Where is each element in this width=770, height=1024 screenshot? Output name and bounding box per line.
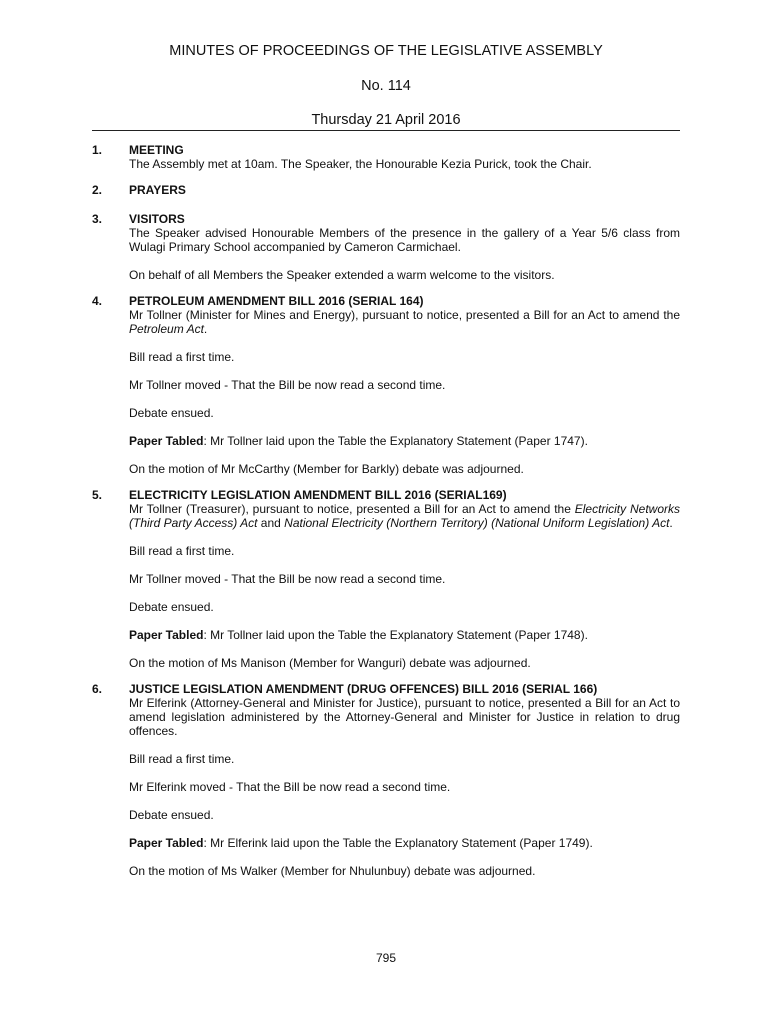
first-reading: Bill read a first time. <box>129 752 235 766</box>
second-reading: Mr Elferink moved - That the Bill be now read a second time. <box>129 780 451 794</box>
first-reading: Bill read a first time. <box>129 350 235 364</box>
paper-tabled <box>129 628 680 642</box>
intro-end: . <box>203 322 208 336</box>
document-title: MINUTES OF PROCEEDINGS OF THE LEGISLATIVE ASSEMBLY <box>169 43 603 59</box>
minutes-item-petroleum-bill <box>92 294 680 476</box>
bill-introduction: Mr Elferink (Attorney-General and Minister for Justice), pursuant to notice, presented a Bill for an Act to amend legislation administered by the Attorney-General and Minister for Justice in relation to drug offences. <box>129 696 680 738</box>
debate-adjourned: On the motion of Ms Manison (Member for Wanguri) debate was adjourned. <box>129 656 531 670</box>
first-reading: Bill read a first time. <box>129 544 235 558</box>
item-heading: JUSTICE LEGISLATION AMENDMENT (DRUG OFFENCES) BILL 2016 (SERIAL 166) <box>129 682 598 696</box>
item-heading: ELECTRICITY LEGISLATION AMENDMENT BILL 2016 (SERIAL169) <box>129 488 507 502</box>
second-reading: Mr Tollner moved - That the Bill be now read a second time. <box>129 572 446 586</box>
item-number: 1. <box>92 143 103 157</box>
item-number: 4. <box>92 294 103 308</box>
item-heading: VISITORS <box>129 212 185 226</box>
debate-note: Debate ensued. <box>129 406 214 420</box>
item-number: 2. <box>92 183 103 197</box>
debate-adjourned: On the motion of Ms Walker (Member for Nhulunbuy) debate was adjourned. <box>129 864 536 878</box>
item-number: 5. <box>92 488 103 502</box>
item-paragraph: The Assembly met at 10am. The Speaker, the Honourable Kezia Purick, took the Chair. <box>129 157 592 171</box>
intro-text: Mr Tollner (Treasurer), pursuant to notice, presented a Bill for an Act to amend the <box>129 502 575 516</box>
second-reading: Mr Tollner moved - That the Bill be now read a second time. <box>129 378 446 392</box>
item-paragraph: The Speaker advised Honourable Members of the presence in the gallery of a Year 5/6 class from Wulagi Primary School accompanied by Cameron Carmichael. <box>129 226 680 254</box>
intro-end: . <box>669 516 673 530</box>
minutes-item-meeting <box>92 143 680 171</box>
intro-and: and <box>257 516 285 530</box>
paper-tabled-label: Paper Tabled <box>129 628 204 642</box>
item-paragraph: On behalf of all Members the Speaker extended a warm welcome to the visitors. <box>129 268 555 282</box>
document-date: Thursday 21 April 2016 <box>311 112 461 128</box>
intro-text: Mr Tollner (Minister for Mines and Energy), pursuant to notice, presented a Bill for an Act to amend the <box>129 308 680 322</box>
debate-note: Debate ensued. <box>129 600 214 614</box>
item-heading: MEETING <box>129 143 184 157</box>
paper-tabled-label: Paper Tabled <box>129 434 204 448</box>
bill-introduction <box>129 308 680 336</box>
debate-note: Debate ensued. <box>129 808 214 822</box>
minutes-item-electricity-bill <box>92 488 680 670</box>
minutes-item-prayers <box>92 183 680 197</box>
paper-tabled-label: Paper Tabled <box>129 836 204 850</box>
paper-tabled-text: : Mr Tollner laid upon the Table the Explanatory Statement (Paper 1748). <box>203 628 588 642</box>
paper-tabled-text: : Mr Elferink laid upon the Table the Explanatory Statement (Paper 1749). <box>203 836 593 850</box>
paper-tabled <box>129 836 680 850</box>
item-heading: PETROLEUM AMENDMENT BILL 2016 (SERIAL 164) <box>129 294 424 308</box>
paper-tabled-text: : Mr Tollner laid upon the Table the Explanatory Statement (Paper 1747). <box>203 434 588 448</box>
minutes-items <box>92 143 680 890</box>
item-heading: PRAYERS <box>129 183 186 197</box>
item-number: 3. <box>92 212 103 226</box>
minutes-item-visitors <box>92 212 680 282</box>
item-number: 6. <box>92 682 103 696</box>
act-name: National Electricity (Northern Territory) (National Uniform Legislation) Act <box>284 516 670 530</box>
debate-adjourned: On the motion of Mr McCarthy (Member for Barkly) debate was adjourned. <box>129 462 524 476</box>
minutes-item-justice-bill <box>92 682 680 878</box>
bill-introduction <box>129 502 680 530</box>
paper-tabled <box>129 434 680 448</box>
act-name: Electricity Networks (Third Party Access) Act <box>129 502 680 530</box>
header-divider <box>92 130 680 131</box>
act-name: Petroleum Act <box>129 322 204 336</box>
document-number: No. 114 <box>361 78 411 94</box>
page-number: 795 <box>375 951 397 965</box>
